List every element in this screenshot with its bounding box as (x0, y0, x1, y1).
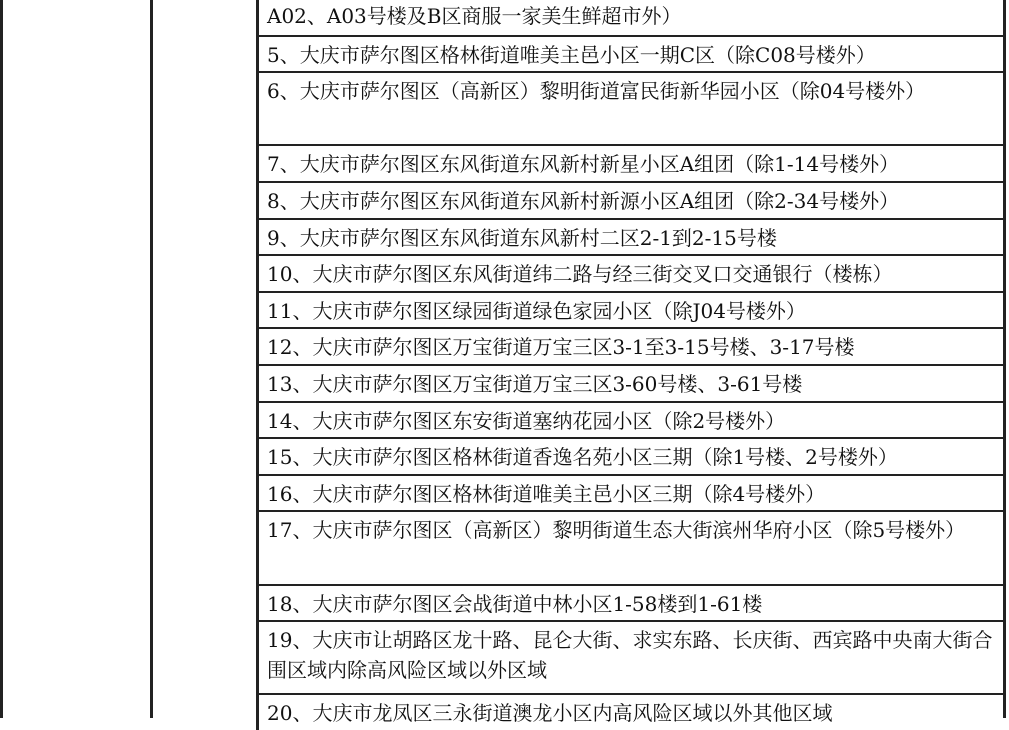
table-row: 19、大庆市让胡路区龙十路、昆仑大街、求实东路、长庆街、西宾路中央南大街合围区域内除高风险区域以外区域 (256, 620, 1005, 693)
area-list (256, 0, 1005, 730)
table-column-divider (150, 0, 153, 718)
table-border-left (0, 0, 3, 718)
table-row: 20、大庆市龙凤区三永街道澳龙小区内高风险区域以外其他区域 (256, 693, 1005, 730)
table-row: 11、大庆市萨尔图区绿园街道绿色家园小区（除J04号楼外） (256, 291, 1005, 328)
table-row: 17、大庆市萨尔图区（高新区）黎明街道生态大街滨州华府小区（除5号楼外） (256, 510, 1005, 583)
table-row: 8、大庆市萨尔图区东风街道东风新村新源小区A组团（除2-34号楼外） (256, 181, 1005, 218)
table-row: 16、大庆市萨尔图区格林街道唯美主邑小区三期（除4号楼外） (256, 474, 1005, 511)
table-row: 18、大庆市萨尔图区会战街道中林小区1-58楼到1-61楼 (256, 584, 1005, 621)
table-row: 14、大庆市萨尔图区东安街道塞纳花园小区（除2号楼外） (256, 401, 1005, 438)
table-row: 15、大庆市萨尔图区格林街道香逸名苑小区三期（除1号楼、2号楼外） (256, 437, 1005, 474)
table-row: 5、大庆市萨尔图区格林街道唯美主邑小区一期C区（除C08号楼外） (256, 35, 1005, 72)
table-row: 6、大庆市萨尔图区（高新区）黎明街道富民街新华园小区（除04号楼外） (256, 71, 1005, 144)
table-row: 7、大庆市萨尔图区东风街道东风新村新星小区A组团（除1-14号楼外） (256, 144, 1005, 181)
table-row: 12、大庆市萨尔图区万宝街道万宝三区3-1至3-15号楼、3-17号楼 (256, 327, 1005, 364)
table-row: 13、大庆市萨尔图区万宝街道万宝三区3-60号楼、3-61号楼 (256, 364, 1005, 401)
table-row: 9、大庆市萨尔图区东风街道东风新村二区2-1到2-15号楼 (256, 218, 1005, 255)
table-row: A02、A03号楼及B区商服一家美生鲜超市外） (256, 0, 1005, 35)
table-row: 10、大庆市萨尔图区东风街道纬二路与经三街交叉口交通银行（楼栋） (256, 254, 1005, 291)
